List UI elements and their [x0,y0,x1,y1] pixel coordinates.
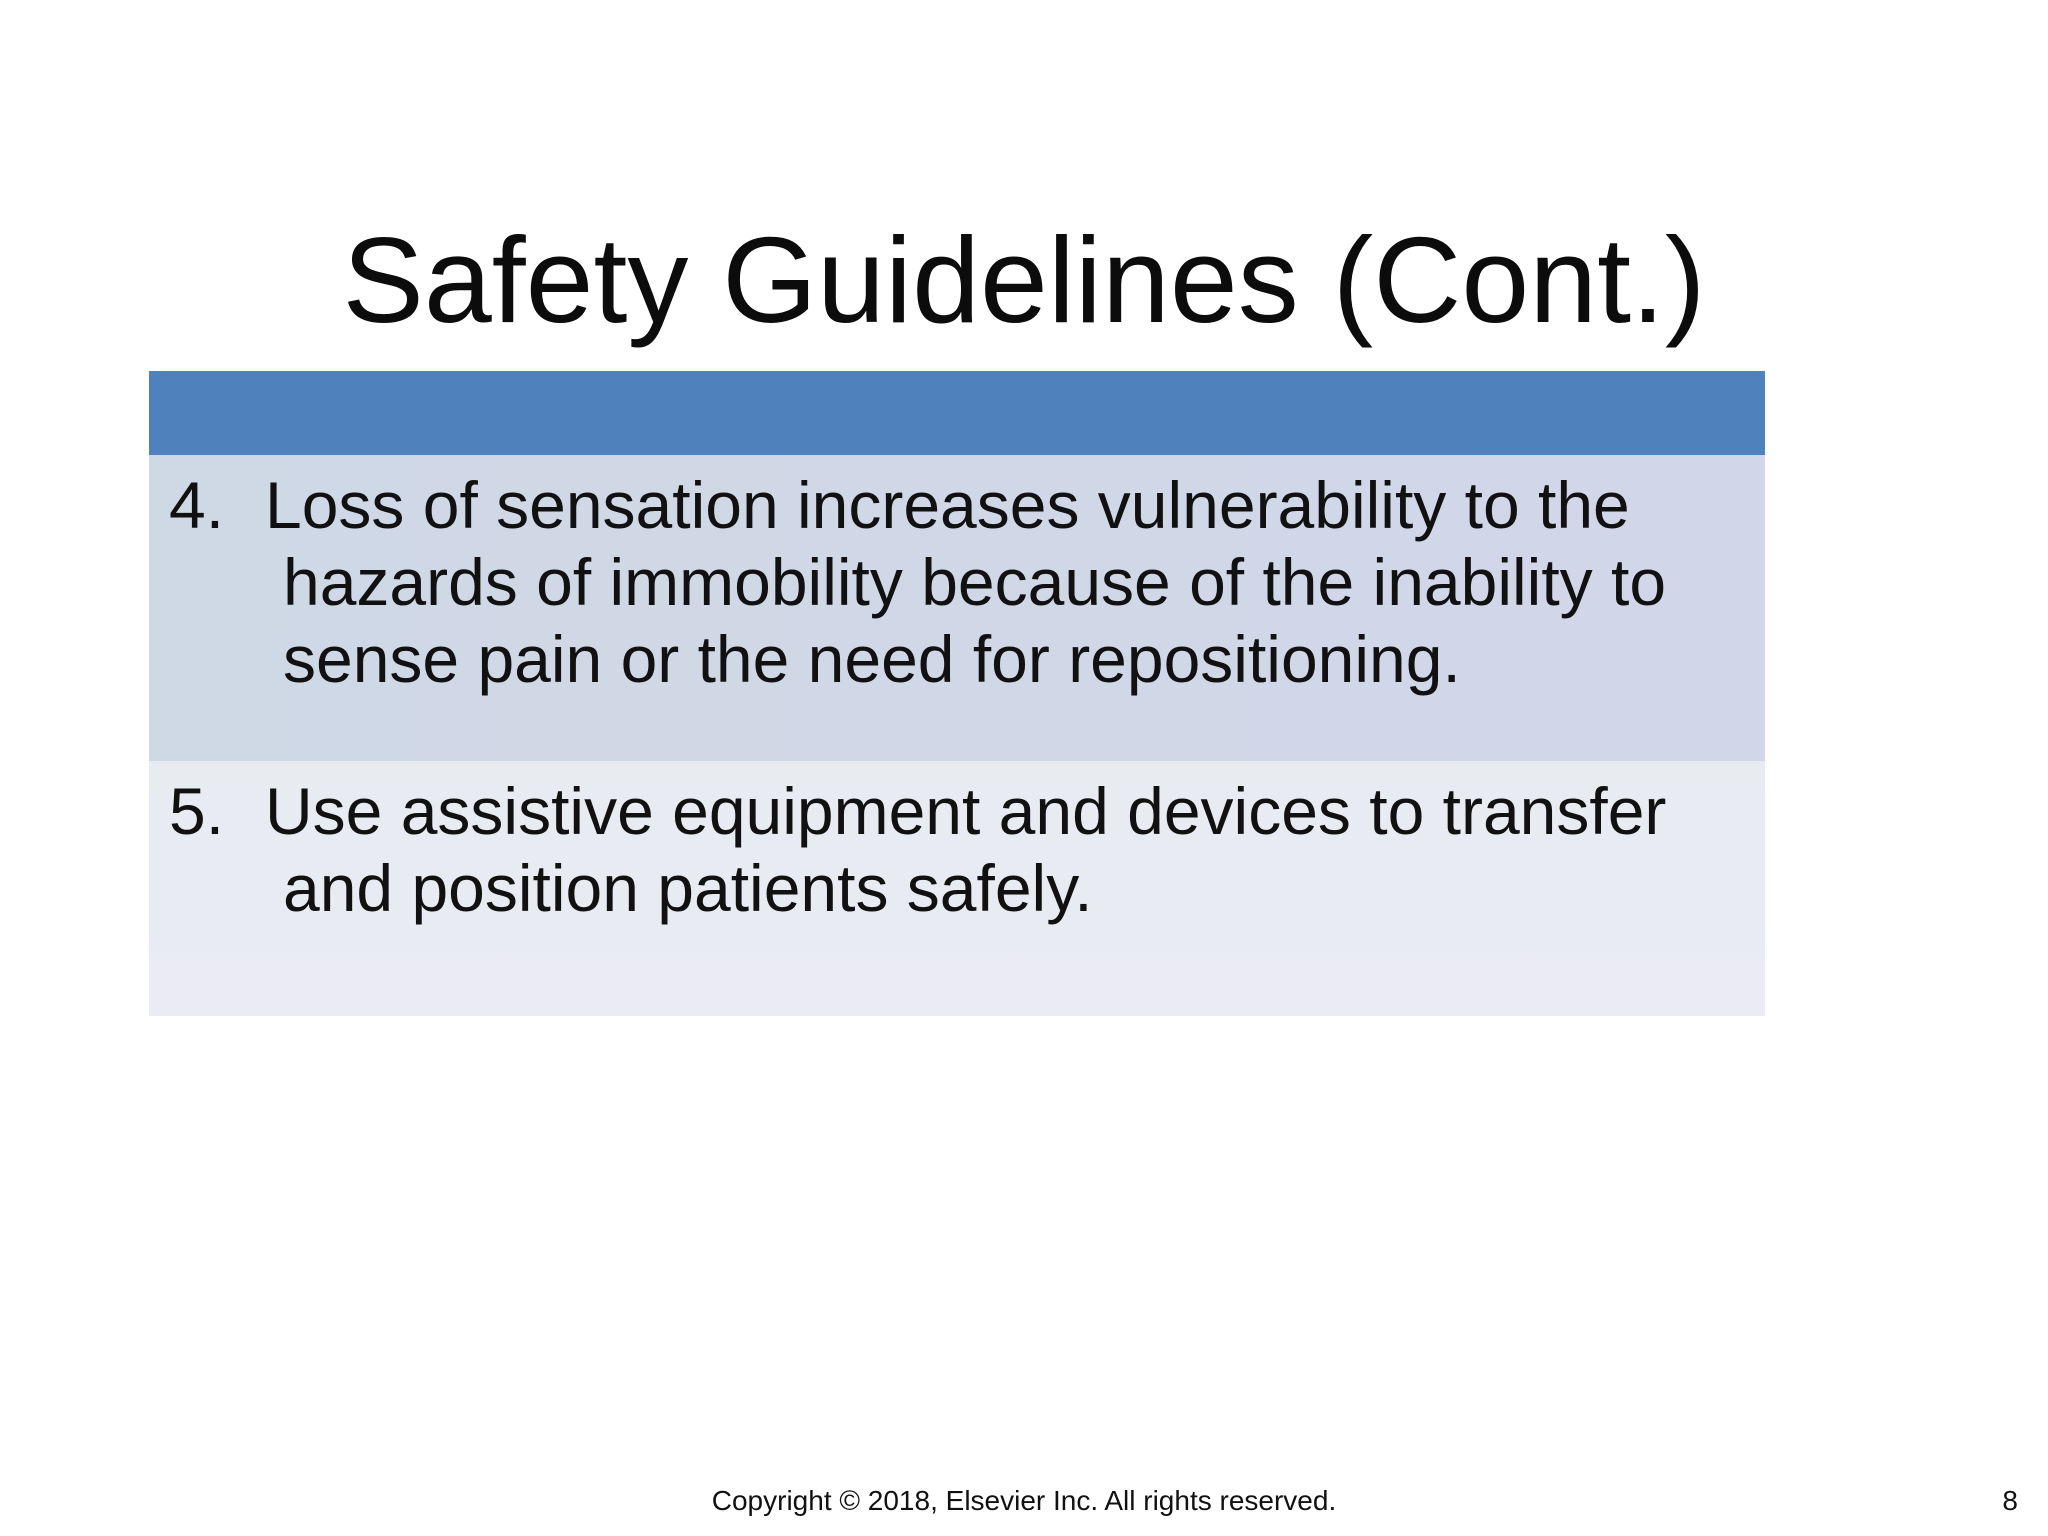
list-item-number: 5. [169,774,225,848]
list-item-text: Loss of sensation increases vulnerability to the hazards of immobility because of the inability to sense pain or the need for repositioning. [265,468,1667,696]
guidelines-table [149,371,1765,1016]
table-row [149,761,1765,1016]
page-number: 8 [2002,1485,2018,1516]
list-item [169,773,1745,927]
list-item-number: 4. [169,468,225,542]
copyright-footer: Copyright © 2018, Elsevier Inc. All rights reserved. [711,1485,1337,1516]
list-item-text: Use assistive equipment and devices to transfer and position patients safely. [265,774,1667,925]
list-item [169,467,1745,698]
slide-title: Safety Guidelines (Cont.) [342,211,1706,348]
table-header-band [149,371,1765,455]
table-row [149,455,1765,761]
